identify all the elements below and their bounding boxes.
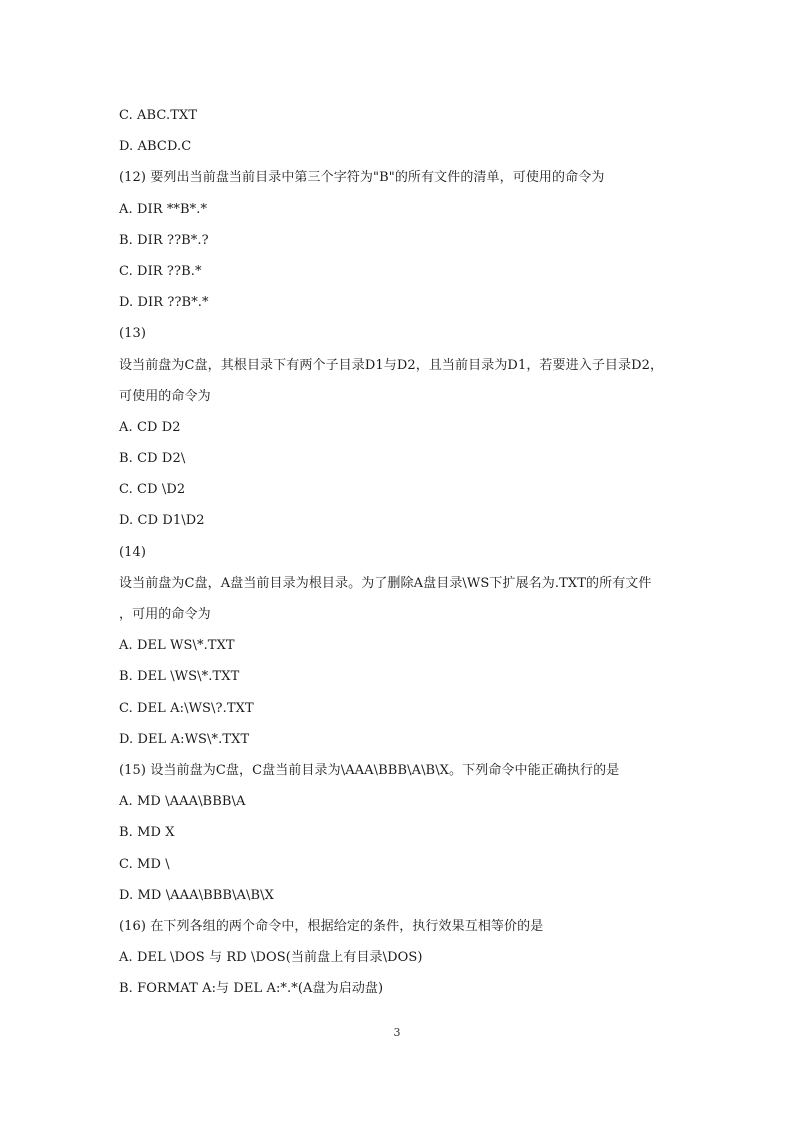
option-line: C. ABC.TXT — [119, 108, 198, 123]
option-line: C. DEL A:\WS\?.TXT — [119, 700, 254, 716]
question-number: (14) — [119, 544, 147, 560]
option-line: B. DIR ??B*.? — [119, 232, 209, 248]
option-line: B. MD X — [119, 825, 175, 841]
option-line: A. DEL WS\*.TXT — [119, 638, 235, 654]
option-line: A. DEL \DOS 与 RD \DOS(当前盘上有目录\DOS) — [119, 950, 423, 966]
question-line: (16) 在下列各组的两个命令中，根据给定的条件，执行效果互相等价的是 — [119, 918, 544, 934]
option-line: C. CD \D2 — [119, 482, 186, 498]
page-number: 3 — [393, 1026, 401, 1039]
question-line: 可使用的命令为 — [119, 388, 211, 404]
option-line: A. MD \AAA\BBB\A — [119, 794, 246, 810]
option-line: D. DEL A:WS\*.TXT — [119, 731, 250, 747]
question-line: (15) 设当前盘为C盘，C盘当前目录为\AAA\BBB\A\B\X。下列命令中能正确执行的是 — [119, 762, 620, 778]
option-line: C. DIR ??B.* — [119, 263, 202, 279]
option-line: A. DIR **B*.* — [119, 201, 208, 217]
option-line: D. MD \AAA\BBB\A\B\X — [119, 887, 275, 903]
question-line: 设当前盘为C盘，A盘当前目录为根目录。为了删除A盘目录\WS下扩展名为.TXT的所有文件 — [119, 575, 652, 591]
question-line: ，可用的命令为 — [119, 607, 211, 622]
option-line: D. DIR ??B*.* — [119, 295, 209, 311]
option-line: B. DEL \WS\*.TXT — [119, 669, 240, 685]
question-number: (13) — [119, 326, 147, 342]
option-line: A. CD D2 — [119, 419, 181, 435]
question-line: 设当前盘为C盘，其根目录下有两个子目录D1与D2，且当前目录为D1，若要进入子目录D2， — [119, 357, 664, 373]
document-body — [119, 100, 679, 1004]
option-line: D. CD D1\D2 — [119, 513, 205, 529]
option-line: B. FORMAT A:与 DEL A:*.*(A盘为启动盘) — [119, 981, 384, 997]
option-line: D. ABCD.C — [119, 139, 192, 155]
option-line: B. CD D2\ — [119, 451, 186, 467]
question-line: (12) 要列出当前盘当前目录中第三个字符为"B"的所有文件的清单，可使用的命令为 — [119, 170, 605, 186]
option-line: C. MD \ — [119, 856, 170, 872]
